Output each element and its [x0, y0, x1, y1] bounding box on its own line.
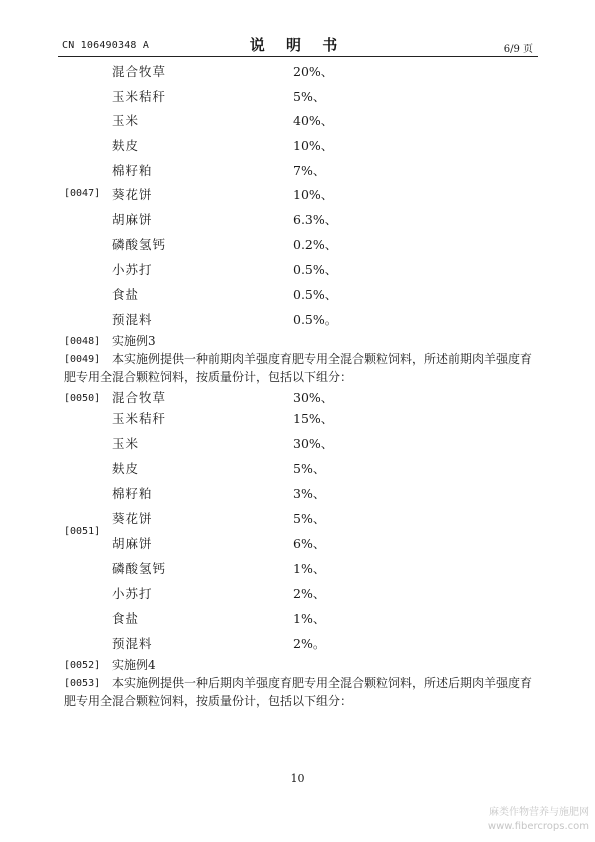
ingredient-name: 磷酸氢钙 [112, 561, 167, 576]
page-indicator: 6/9 页 [503, 44, 533, 55]
example-heading: 实施例3 [112, 334, 156, 348]
list-item [0, 585, 595, 603]
ingredient-name: 棉籽粕 [112, 486, 153, 501]
list-item [0, 635, 595, 653]
ingredient-name: 麸皮 [112, 461, 140, 476]
list-item [0, 137, 595, 155]
document-title: 说 明 书 [249, 36, 346, 54]
example-heading: 实施例4 [112, 658, 156, 672]
ingredient-name: 混合牧草 [112, 390, 167, 405]
paragraph-text-line: 肥专用全混合颗粒饲料，按质量份计，包括以下组分： [64, 694, 353, 708]
ingredient-name: 预混料 [112, 312, 153, 327]
ingredient-name: 混合牧草 [112, 64, 167, 79]
list-item [0, 311, 595, 329]
ingredient-value: 2%、 [293, 586, 326, 601]
ingredient-name: 胡麻饼 [112, 212, 153, 227]
ingredient-name: 葵花饼 [112, 187, 153, 202]
ingredient-value: 0.2%、 [293, 237, 338, 252]
ingredient-value: 7%、 [293, 163, 326, 178]
list-item [0, 112, 595, 130]
ingredient-name: 玉米 [112, 113, 140, 128]
paragraph-number: [0048] [64, 336, 101, 347]
header-divider [58, 56, 538, 57]
ingredient-name: 玉米秸秆 [112, 411, 167, 426]
page-number: 10 [290, 772, 305, 785]
list-item [0, 286, 595, 304]
list-item [0, 63, 595, 81]
ingredient-value: 3%、 [293, 486, 326, 501]
ingredient-value: 5%、 [293, 461, 326, 476]
ingredient-value: 10%、 [293, 187, 334, 202]
ingredient-value: 10%、 [293, 138, 334, 153]
ingredient-value: 6.3%、 [293, 212, 338, 227]
list-item [0, 389, 595, 407]
paragraph-number: [0047] [64, 188, 101, 199]
list-item [0, 88, 595, 106]
ingredient-name: 棉籽粕 [112, 163, 153, 178]
list-item [0, 162, 595, 180]
ingredient-name: 食盐 [112, 287, 140, 302]
ingredient-value: 0.5%、 [293, 262, 338, 277]
ingredient-name: 小苏打 [112, 586, 153, 601]
ingredient-name: 小苏打 [112, 262, 153, 277]
watermark-url: www.fibercrops.com [487, 821, 589, 832]
ingredient-value: 0.5%。 [293, 312, 338, 327]
ingredient-value: 1%、 [293, 611, 326, 626]
watermark-title: 麻类作物营养与施肥网 [489, 807, 589, 818]
list-item [0, 236, 595, 254]
patent-number: CN 106490348 A [62, 40, 150, 51]
list-item [0, 535, 595, 553]
ingredient-value: 15%、 [293, 411, 334, 426]
list-item [0, 460, 595, 478]
ingredient-value: 1%、 [293, 561, 326, 576]
ingredient-value: 0.5%、 [293, 287, 338, 302]
ingredient-name: 磷酸氢钙 [112, 237, 167, 252]
ingredient-value: 5%、 [293, 89, 326, 104]
ingredient-name: 预混料 [112, 636, 153, 651]
list-item [0, 560, 595, 578]
ingredient-name: 麸皮 [112, 138, 140, 153]
paragraph-number: [0052] [64, 660, 101, 671]
paragraph-number: [0050] [64, 393, 101, 404]
ingredient-value: 30%、 [293, 436, 334, 451]
paragraph-text-line: 本实施例提供一种后期肉羊强度育肥专用全混合颗粒饲料，所述后期肉羊强度育 [112, 676, 533, 690]
ingredient-name: 玉米 [112, 436, 140, 451]
ingredient-name: 玉米秸秆 [112, 89, 167, 104]
ingredient-name: 胡麻饼 [112, 536, 153, 551]
list-item [0, 485, 595, 503]
ingredient-value: 2%。 [293, 636, 326, 651]
paragraph-number: [0053] [64, 678, 101, 689]
list-item [0, 435, 595, 453]
list-item [0, 211, 595, 229]
ingredient-value: 30%、 [293, 390, 334, 405]
ingredient-value: 20%、 [293, 64, 334, 79]
site-watermark [488, 806, 589, 834]
paragraph-number: [0049] [64, 354, 101, 365]
ingredient-value: 40%、 [293, 113, 334, 128]
ingredient-name: 葵花饼 [112, 511, 153, 526]
ingredient-value: 6%、 [293, 536, 326, 551]
list-item [0, 610, 595, 628]
paragraph-text-line: 本实施例提供一种前期肉羊强度育肥专用全混合颗粒饲料，所述前期肉羊强度育 [112, 352, 533, 366]
list-item [0, 261, 595, 279]
paragraph-number: [0051] [64, 526, 101, 537]
paragraph-text-line: 肥专用全混合颗粒饲料，按质量份计，包括以下组分： [64, 370, 353, 384]
list-item [0, 410, 595, 428]
ingredient-value: 5%、 [293, 511, 326, 526]
ingredient-name: 食盐 [112, 611, 140, 626]
